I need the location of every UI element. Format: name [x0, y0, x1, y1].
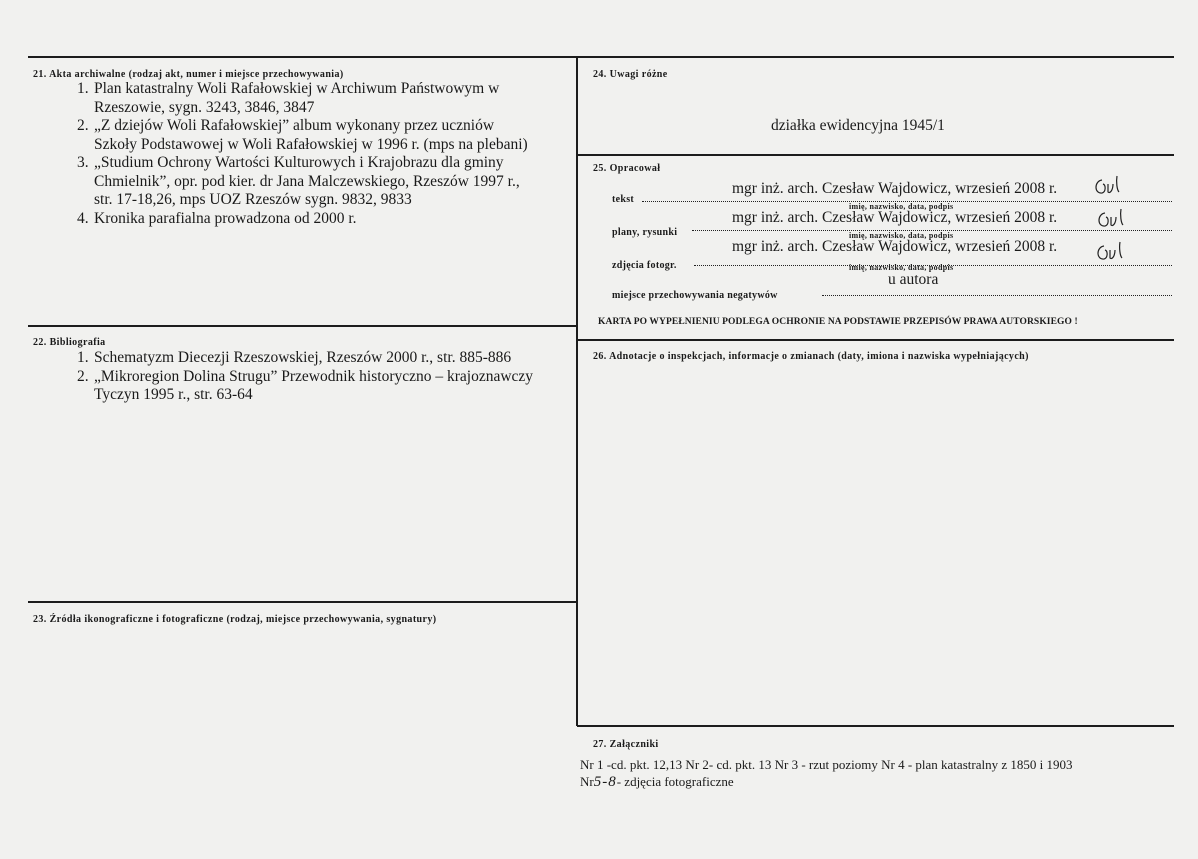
- section-22-number: 22.: [33, 337, 47, 348]
- section-25-26-divider: [577, 339, 1174, 341]
- section-24-heading: [593, 69, 668, 80]
- section-25-heading: [593, 163, 660, 174]
- attachments-line-1: Nr 1 -cd. pkt. 12,13 Nr 2- cd. pkt. 13 Nr 3 - rzut poziomy Nr 4 - plan katastralny z 1850 i 1903: [580, 757, 1073, 772]
- signature-icon: [1092, 172, 1124, 198]
- bibliography-list: [77, 349, 577, 405]
- negatives-location-value: u autora: [888, 271, 939, 288]
- attachments-photos-label: - zdjęcia fotograficzne: [616, 774, 734, 789]
- section-26-title: Adnotacje o inspekcjach, informacje o zmianach: [609, 351, 835, 362]
- section-25-title: Opracował: [609, 163, 661, 174]
- section-26-number: 26.: [593, 351, 607, 362]
- section-27-heading: [593, 739, 659, 750]
- section-27-title: Załączniki: [609, 739, 659, 750]
- signature-icon: [1094, 205, 1130, 231]
- list-item: 3. „Studium Ochrony Wartości Kulturowych i Krajobrazu dla gminy Chmielnik”, opr. pod kier. dr Jana Malczewskiego, Rzeszów 1997 r., str. 17-18,26, mps UOZ Rzeszów sygn. 9832, 9833: [77, 154, 520, 208]
- section-23-number: 23.: [33, 614, 47, 625]
- section-21-title: Akta archiwalne: [49, 69, 126, 80]
- photos-author-caption: imię, nazwisko, data, podpis: [849, 263, 954, 272]
- remarks-text: działka ewidencyjna 1945/1: [771, 117, 945, 134]
- list-item: 4. Kronika parafialna prowadzona od 2000 r.: [77, 209, 357, 227]
- section-21-subtitle: (rodzaj akt, numer i miejsce przechowywania): [128, 69, 344, 80]
- section-22-title: Bibliografia: [49, 337, 106, 348]
- archival-records-list: [77, 80, 577, 228]
- section-26-27-divider: [577, 725, 1174, 727]
- top-border-line: [28, 56, 1174, 58]
- signature-icon: [1094, 238, 1128, 264]
- section-23-subtitle: (rodzaj, miejsce przechowywania, sygnatury): [226, 614, 437, 625]
- section-25-number: 25.: [593, 163, 607, 174]
- negatives-location-dotted-line: [822, 295, 1172, 296]
- text-author-caption: imię, nazwisko, data, podpis: [849, 202, 954, 211]
- negatives-location-label: miejsce przechowywania negatywów: [612, 290, 778, 301]
- copyright-notice: KARTA PO WYPEŁNIENIU PODLEGA OCHRONIE NA PODSTAWIE PRZEPISÓW PRAWA AUTORSKIEGO !: [598, 317, 1078, 327]
- section-27-number: 27.: [593, 739, 607, 750]
- photos-author-value: mgr inż. arch. Czesław Wajdowicz, wrzesień 2008 r.: [732, 238, 1058, 255]
- plans-author-caption: imię, nazwisko, data, podpis: [849, 231, 954, 240]
- attachments-nr-label: Nr: [580, 774, 594, 789]
- section-22-heading: [33, 337, 106, 348]
- text-author-label: tekst: [612, 194, 635, 205]
- text-author-value: mgr inż. arch. Czesław Wajdowicz, wrzesień 2008 r.: [732, 180, 1058, 197]
- list-item: 2. „Z dziejów Woli Rafałowskiej” album wykonany przez uczniów Szkoły Podstawowej w Woli Rafałowskiej w 1996 r. (mps na plebani): [77, 117, 528, 153]
- list-item: 1. Plan katastralny Woli Rafałowskiej w Archiwum Państwowym w Rzeszowie, sygn. 3243, 3846, 3847: [77, 80, 500, 116]
- plans-author-label: plany, rysunki: [612, 227, 678, 238]
- section-21-heading: [33, 69, 344, 80]
- photos-author-label: zdjęcia fotogr.: [612, 260, 677, 271]
- section-24-number: 24.: [593, 69, 607, 80]
- attachments-line-2: [580, 774, 734, 791]
- section-22-23-divider: [28, 601, 577, 603]
- section-21-22-divider: [28, 325, 577, 327]
- section-23-title: Źródła ikonograficzne i fotograficzne: [49, 614, 224, 625]
- section-26-subtitle: (daty, imiona i nazwiska wypełniających): [837, 351, 1029, 362]
- plans-author-value: mgr inż. arch. Czesław Wajdowicz, wrzesień 2008 r.: [732, 209, 1058, 226]
- section-24-title: Uwagi różne: [609, 69, 668, 80]
- section-24-25-divider: [577, 154, 1174, 156]
- section-21-number: 21.: [33, 69, 47, 80]
- section-23-heading: [33, 614, 437, 625]
- attachments-handwritten-range: 5-8: [593, 774, 617, 790]
- section-26-heading: [593, 351, 1029, 362]
- list-item: 2. „Mikroregion Dolina Strugu” Przewodnik historyczno – krajoznawczy Tyczyn 1995 r., str. 63-64: [77, 367, 534, 403]
- list-item: 1. Schematyzm Diecezji Rzeszowskiej, Rzeszów 2000 r., str. 885-886: [77, 349, 512, 366]
